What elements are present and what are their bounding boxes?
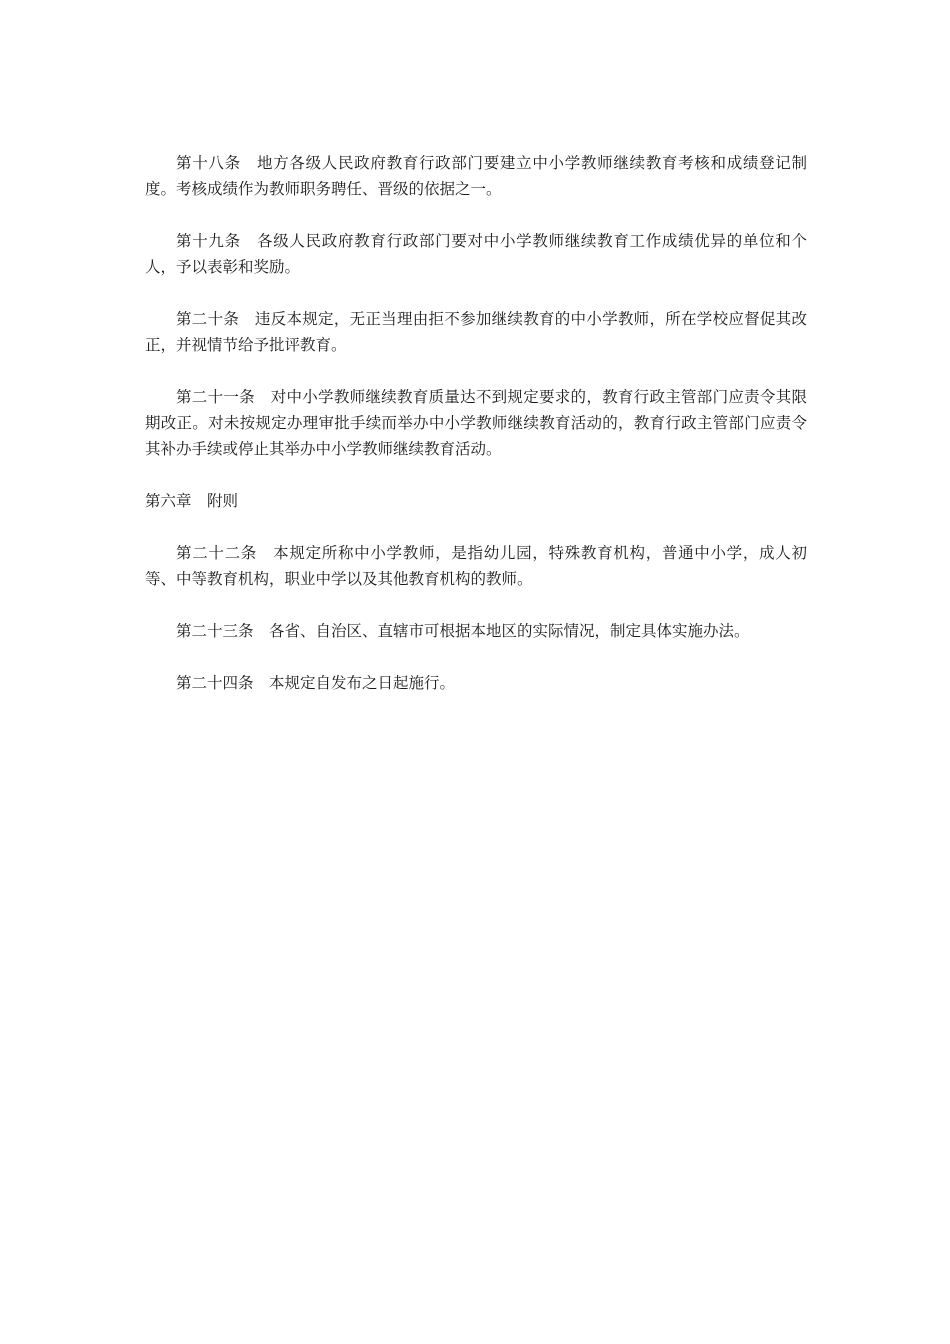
article-heading: 第二十一条: [176, 388, 255, 406]
chapter-number: 第六章: [145, 492, 192, 510]
article-18: [145, 150, 807, 202]
document-page: [145, 150, 807, 722]
article-23: [145, 618, 807, 644]
article-20: [145, 306, 807, 358]
article-text: 各级人民政府教育行政部门要对中小学教师继续教育工作成绩优异的单位和个人，予以表彰和奖励。: [145, 232, 807, 276]
article-text: 违反本规定，无正当理由拒不参加继续教育的中小学教师，所在学校应督促其改正，并视情节给予批评教育。: [145, 310, 807, 354]
article-22: [145, 540, 807, 592]
article-24: [145, 670, 807, 696]
chapter-heading: [145, 488, 807, 514]
article-heading: 第十九条: [176, 232, 241, 250]
article-heading: 第二十四条: [176, 674, 254, 692]
article-heading: 第十八条: [176, 154, 241, 172]
article-heading: 第二十二条: [176, 544, 257, 562]
chapter-title: 附则: [207, 492, 239, 510]
article-text: 本规定所称中小学教师，是指幼儿园，特殊教育机构，普通中小学，成人初等、中等教育机构，职业中学以及其他教育机构的教师。: [145, 544, 807, 588]
article-heading: 第二十条: [176, 310, 240, 328]
article-heading: 第二十三条: [176, 622, 254, 640]
article-19: [145, 228, 807, 280]
article-text: 对中小学教师继续教育质量达不到规定要求的，教育行政主管部门应责令其限期改正。对未按规定办理审批手续而举办中小学教师继续教育活动的，教育行政主管部门应责令其补办手续或停止其举办中小学教师继续教育活动。: [145, 388, 807, 458]
article-text: 地方各级人民政府教育行政部门要建立中小学教师继续教育考核和成绩登记制度。考核成绩作为教师职务聘任、晋级的依据之一。: [145, 154, 807, 198]
article-text: 本规定自发布之日起施行。: [269, 674, 456, 692]
article-text: 各省、自治区、直辖市可根据本地区的实际情况，制定具体实施办法。: [269, 622, 750, 640]
article-21: [145, 384, 807, 462]
